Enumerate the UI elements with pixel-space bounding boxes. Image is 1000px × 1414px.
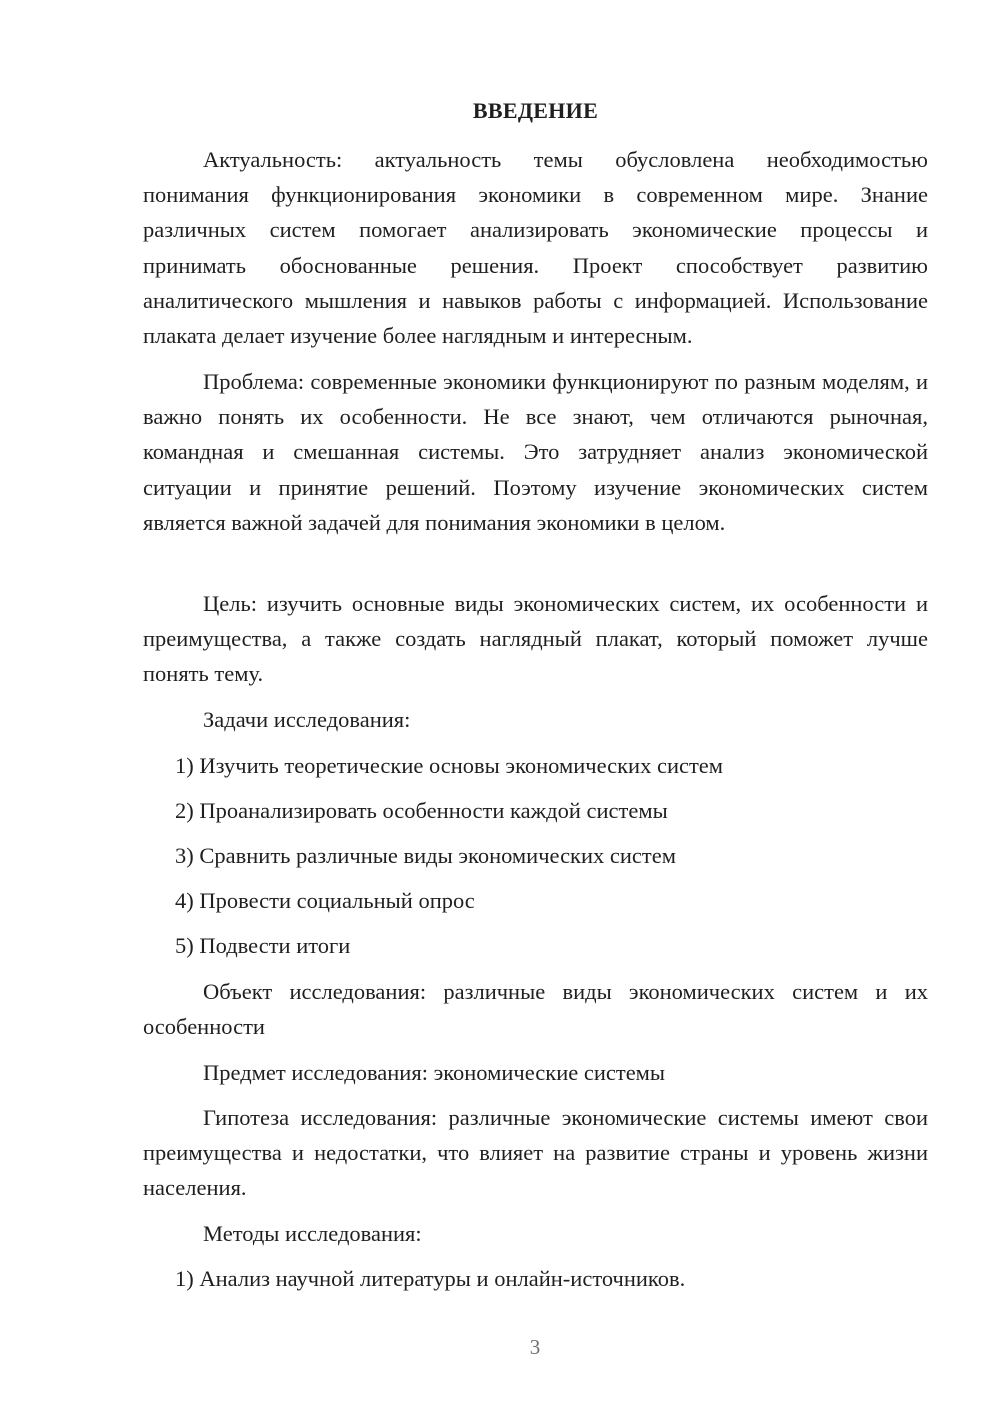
- list-item: 1) Изучить теоретические основы экономических систем: [175, 753, 724, 778]
- paragraph-subject: Предмет исследования: экономические системы: [203, 1060, 666, 1085]
- list-item: 5) Подвести итоги: [175, 933, 351, 958]
- page-title: ВВЕДЕНИЕ: [472, 98, 599, 123]
- paragraph-goal: Цель: изучить основные виды экономических систем, их особенности и преимущества, а также создать наглядный плакат, который поможет лучше понять тему.: [143, 591, 928, 687]
- list-item: 1) Анализ научной литературы и онлайн-источников.: [175, 1266, 686, 1291]
- paragraph-problem: Проблема: современные экономики функционируют по разным моделям, и важно понять их особенности. Не все знают, чем отличаются рыночная, командная и смешанная системы. Это затрудняет анализ экономической ситуации и принятие решений. Поэтому изучение экономических систем является важной задачей для понимания экономики в целом.: [143, 369, 928, 535]
- paragraph-hypothesis: Гипотеза исследования: различные экономические системы имеют свои преимущества и недостатки, что влияет на развитие страны и уровень жизни населения.: [143, 1105, 928, 1201]
- tasks-label: Задачи исследования:: [203, 707, 411, 732]
- list-item: 2) Проанализировать особенности каждой системы: [175, 798, 668, 823]
- methods-label: Методы исследования:: [203, 1221, 422, 1246]
- paragraph-object: Объект исследования: различные виды экономических систем и их особенности: [143, 979, 928, 1040]
- paragraph-relevance: Актуальность: актуальность темы обусловлена необходимостью понимания функционирования экономики в современном мире. Знание различных систем помогает анализировать экономические процессы и принимать обоснованные решения. Проект способствует развитию аналитического мышления и навыков работы с информацией. Использование плаката делает изучение более наглядным и интересным.: [143, 147, 928, 349]
- list-item: 4) Провести социальный опрос: [175, 888, 475, 913]
- list-item: 3) Сравнить различные виды экономических систем: [175, 843, 676, 868]
- page-number: 3: [529, 1335, 541, 1359]
